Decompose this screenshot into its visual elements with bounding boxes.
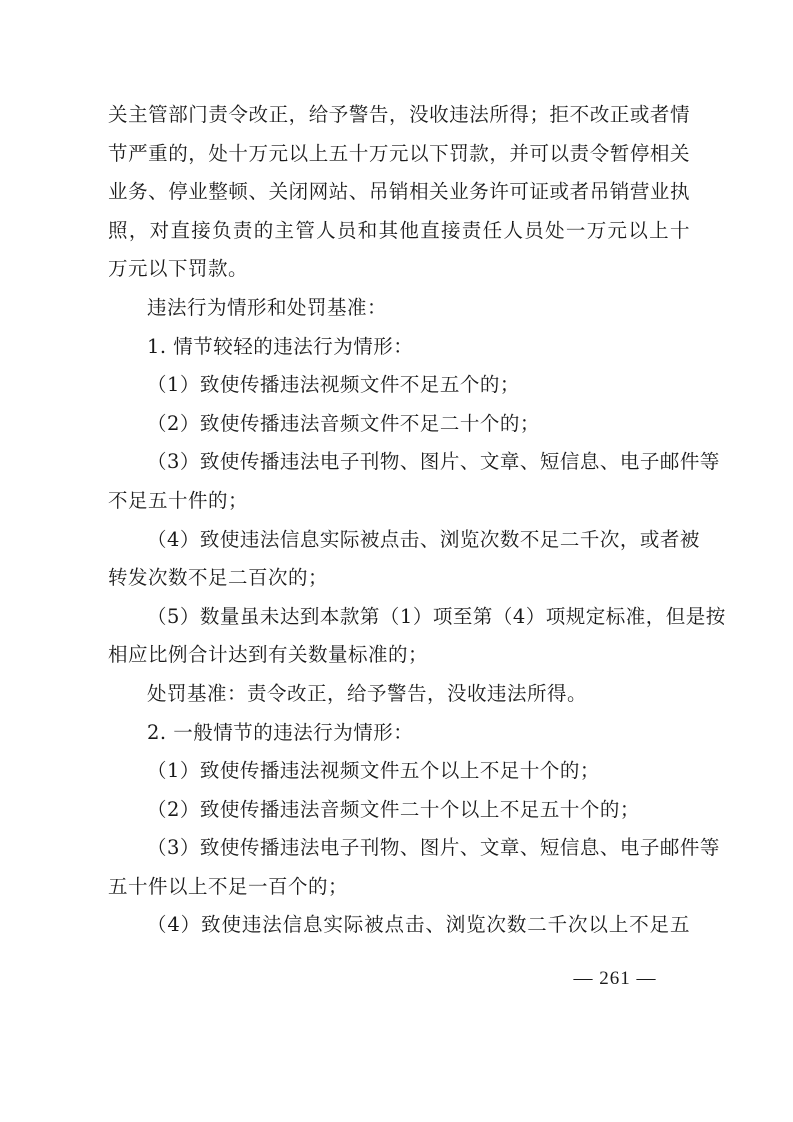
list-item: （3）致使传播违法电子刊物、图片、文章、短信息、电子邮件等 xyxy=(147,836,720,860)
list-item: （4）致使违法信息实际被点击、浏览次数不足二千次，或者被 xyxy=(147,527,700,551)
penalty-standard: 处罚基准：责令改正，给予警告，没收违法所得。 xyxy=(147,681,588,705)
list-item: （4）致使违法信息实际被点击、浏览次数二千次以上不足五 xyxy=(147,913,690,937)
section-heading: 违法行为情形和处罚基准： xyxy=(147,295,388,319)
text-line: 关主管部门责令改正，给予警告，没收违法所得；拒不改正或者情 xyxy=(108,103,690,126)
text-line: 照，对直接负责的主管人员和其他直接责任人员处一万元以上十 xyxy=(108,218,690,242)
list-item-continuation: 相应比例合计达到有关数量标准的； xyxy=(108,643,429,667)
list-item-continuation: 不足五十件的； xyxy=(108,488,249,512)
list-item-continuation: 五十件以上不足一百个的； xyxy=(108,874,349,898)
text-line: 业务、停业整顿、关闭网站、吊销相关业务许可证或者吊销营业执 xyxy=(108,180,690,204)
list-item: （3）致使传播违法电子刊物、图片、文章、短信息、电子邮件等 xyxy=(147,450,720,474)
list-item: （1）致使传播违法视频文件五个以上不足十个的； xyxy=(147,759,600,783)
subsection-heading: 2. 一般情节的违法行为情形： xyxy=(147,720,414,744)
text-line: 万元以下罚款。 xyxy=(108,257,249,281)
list-item-continuation: 转发次数不足二百次的； xyxy=(108,566,329,590)
list-item: （1）致使传播违法视频文件不足五个的； xyxy=(147,373,520,397)
list-item: （5）数量虽未达到本款第（1）项至第（4）项规定标准，但是按 xyxy=(147,604,726,628)
text-line: 节严重的，处十万元以上五十万元以下罚款，并可以责令暂停相关 xyxy=(108,141,690,165)
list-item: （2）致使传播违法音频文件二十个以上不足五十个的； xyxy=(147,797,640,821)
subsection-heading: 1. 情节较轻的违法行为情形： xyxy=(147,334,414,358)
document-body xyxy=(108,96,726,945)
list-item: （2）致使传播违法音频文件不足二十个的； xyxy=(147,411,540,435)
page-number: — 261 — xyxy=(573,968,657,989)
